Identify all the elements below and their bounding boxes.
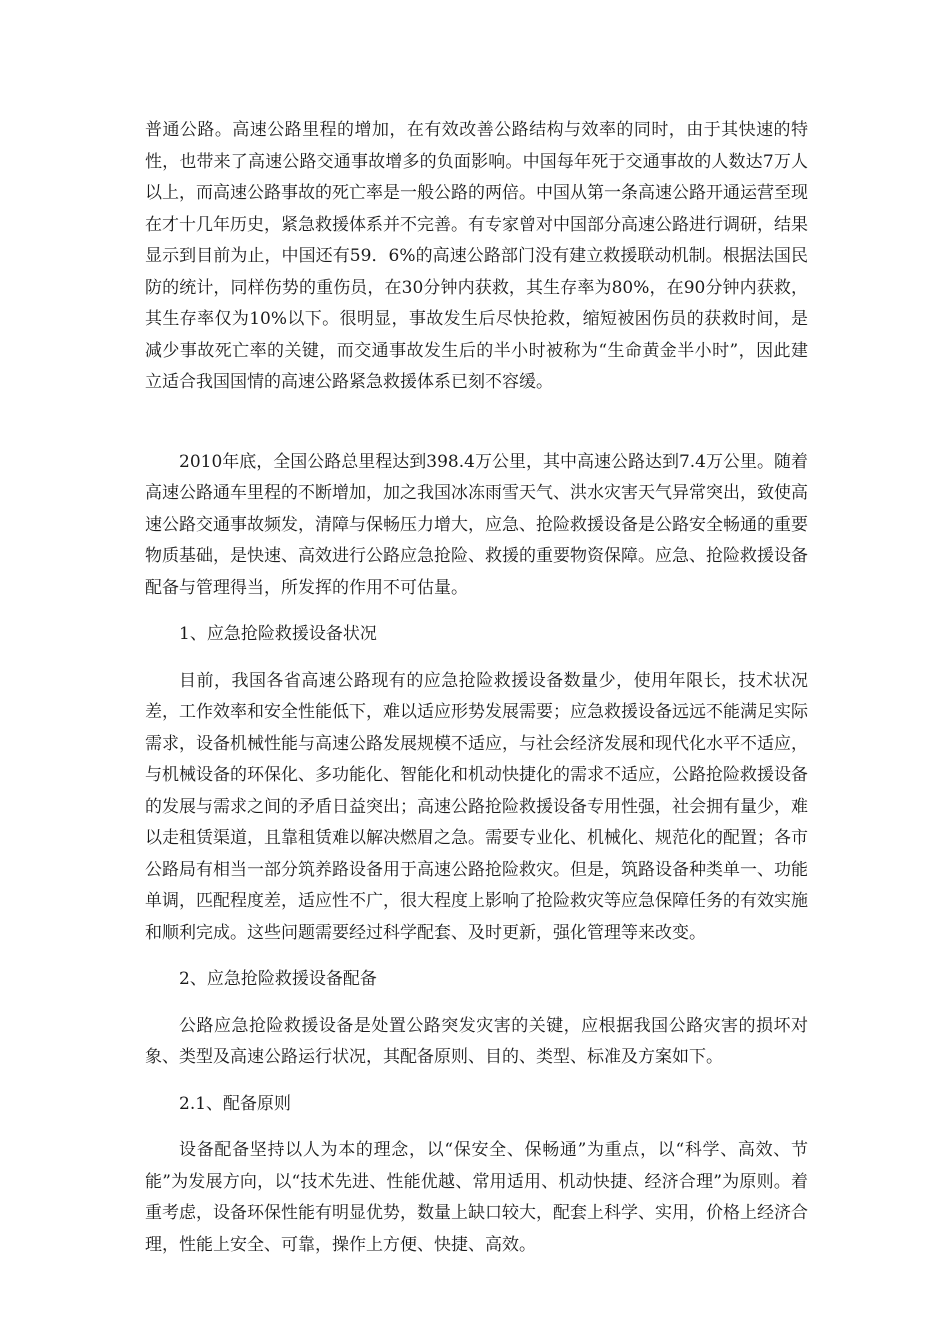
paragraph-5: 设备配备坚持以人为本的理念，以“保安全、保畅通”为重点，以“科学、高效、节能”为发展方向，以“技术先进、性能优越、常用适用、机动快捷、经济合理”为原则。着重考虑，设备环保性能有明显优势，数量上缺口较大，配套上科学、实用，价格上经济合理，性能上安全、可靠，操作上方便、快捷、高效。 (145, 1140, 808, 1255)
spacer (145, 1120, 808, 1135)
section-heading-1: 1、应急抢险救援设备状况 (179, 624, 377, 644)
paragraph-3: 目前，我国各省高速公路现有的应急抢险救援设备数量少，使用年限长，技术状况差，工作效率和安全性能低下，难以适应形势发展需要；应急救援设备远远不能满足实际需求，设备机械性能与高速公路发展规模不适应，与社会经济发展和现代化水平不适应，与机械设备的环保化、多功能化、智能化和机动快捷化的需求不适应，公路抢险救援设备的发展与需求之间的矛盾日益突出；高速公路抢险救援设备专用性强，社会拥有量少，难以走租赁渠道，且靠租赁难以解决燃眉之急。需要专业化、机械化、规范化的配置；各市公路局有相当一部分筑养路设备用于高速公路抢险救灾。但是，筑路设备种类单一、功能单调，匹配程度差，适应性不广，很大程度上影响了抢险救灾等应急保障任务的有效实施和顺利完成。这些问题需要经过科学配套、及时更新，强化管理等来改变。 (145, 670, 808, 943)
section-heading-2: 2、应急抢险救援设备配备 (179, 969, 377, 989)
paragraph-4: 公路应急抢险救援设备是处置公路突发灾害的关键，应根据我国公路灾害的损坏对象、类型及高速公路运行状况，其配备原则、目的、类型、标准及方案如下。 (145, 1015, 808, 1067)
spacer (145, 399, 808, 447)
spacer (145, 604, 808, 619)
spacer (145, 1074, 808, 1089)
paragraph-1: 普通公路。高速公路里程的增加，在有效改善公路结构与效率的同时，由于其快速的特性，也带来了高速公路交通事故增多的负面影响。中国每年死于交通事故的人数达7万人以上，而高速公路事故的死亡率是一般公路的两倍。中国从第一条高速公路开通运营至现在才十几年历史，紧急救援体系并不完善。有专家曾对中国部分高速公路进行调研，结果显示到目前为止，中国还有59．6%的高速公路部门没有建立救援联动机制。根据法国民防的统计，同样伤势的重伤员，在30分钟内获救，其生存率为80%，在90分钟内获救，其生存率仅为10%以下。很明显，事故发生后尽快抢救，缩短被困伤员的获救时间，是减少事故死亡率的关键，而交通事故发生后的半小时被称为“生命黄金半小时”，因此建立适合我国国情的高速公路紧急救援体系已刻不容缓。 (145, 120, 808, 392)
paragraph-2: 2010年底，全国公路总里程达到398.4万公里，其中高速公路达到7.4万公里。随着高速公路通车里程的不断增加，加之我国冰冻雨雪天气、洪水灾害天气异常突出，致使高速公路交通事故频发，清障与保畅压力增大，应急、抢险救援设备是公路安全畅通的重要物质基础，是快速、高效进行公路应急抢险、救援的重要物资保障。应急、抢险救援设备配备与管理得当，所发挥的作用不可估量。 (145, 451, 808, 598)
section-heading-3: 2.1、配备原则 (179, 1093, 292, 1114)
document-page (145, 115, 808, 1261)
spacer (145, 949, 808, 964)
spacer (145, 996, 808, 1011)
spacer (145, 651, 808, 666)
